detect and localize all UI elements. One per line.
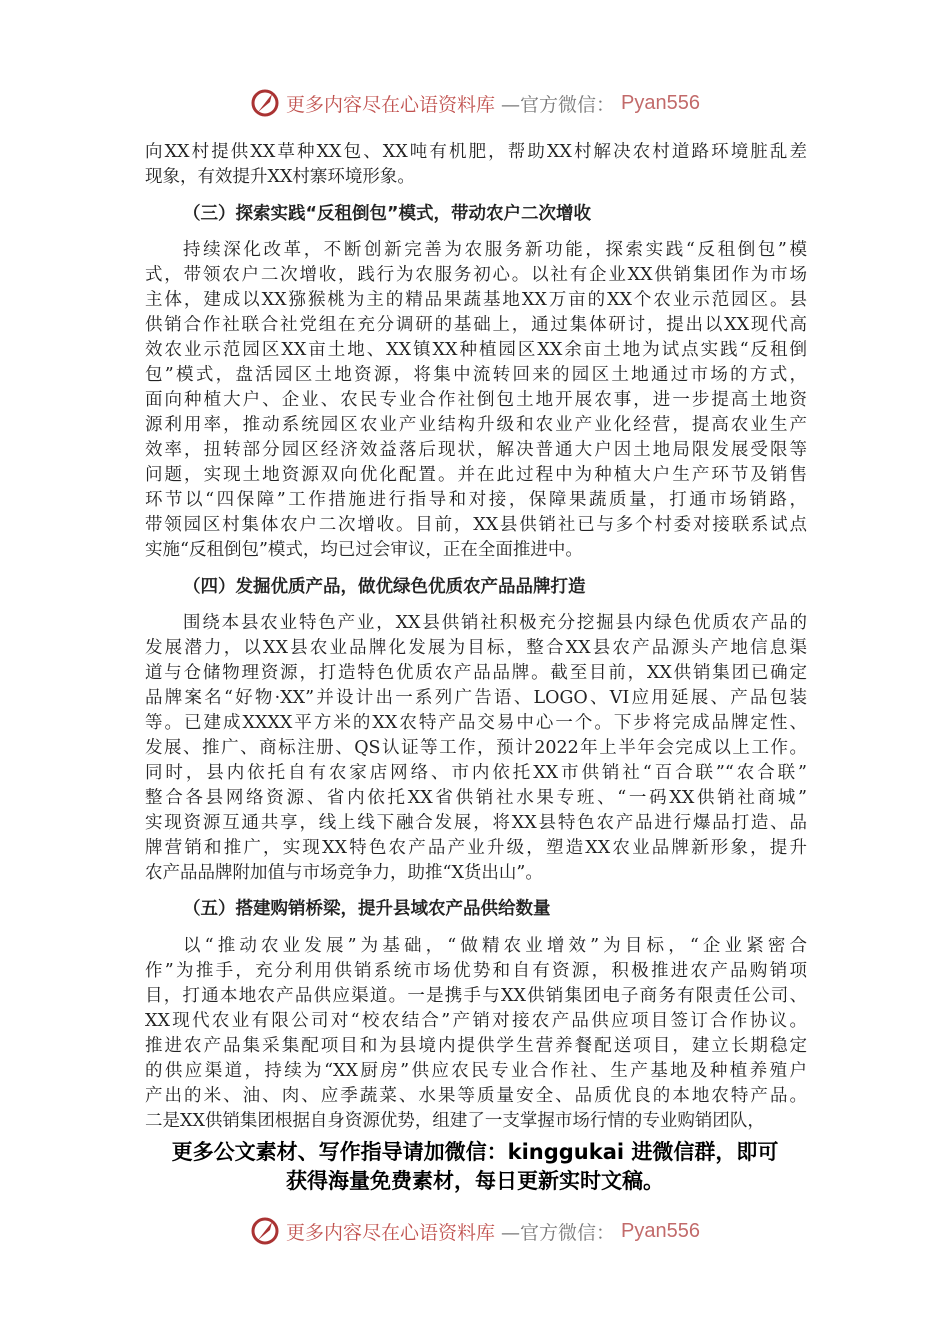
text-line: 效农业示范园区XX亩土地、XX镇XX种植园区XX余亩土地为试点实践“反租倒 (145, 340, 807, 360)
text-line: 二是XX供销集团根据自身资源优势，组建了一支掌握市场行情的专业购销团队， (145, 1111, 765, 1131)
text-line: 同时，县内依托自有农家店网络、市内依托XX市供销社“百合联”“农合联” (145, 763, 807, 783)
text-line: 环节以“四保障”工作措施进行指导和对接，保障果蔬质量，打通市场销路， (145, 490, 807, 510)
text-line: XX现代农业有限公司对“校农结合”产销对接农产品供应项目签订合作协议。 (145, 1011, 807, 1031)
watermark-wechat-id: Pyan556 (621, 1219, 700, 1242)
promo-line-2: 获得海量免费素材，每日更新实时文稿。 (286, 1169, 664, 1193)
text-line: 品牌案名“好物·XX”并设计出一系列广告语、LOGO、VI应用延展、产品包装 (145, 688, 807, 708)
watermark-wechat-label: —官方微信： (501, 1221, 616, 1244)
text-line: 农产品品牌附加值与市场竞争力，助推“X货出山”。 (145, 863, 543, 883)
quill-logo-icon (250, 88, 280, 118)
text-line: 产出的米、油、肉、应季蔬菜、水果等质量安全、品质优良的本地农特产品。 (145, 1086, 807, 1106)
text-line: 效率，扭转部分园区经济效益落后现状，解决普通大户因土地局限发展受限等 (145, 440, 807, 460)
text-line: 推进农产品集采集配项目和为县境内提供学生营养餐配送项目，建立长期稳定 (145, 1036, 807, 1056)
text-line: 等。已建成XXXX平方米的XX农特产品交易中心一个。下步将完成品牌定性、 (145, 713, 807, 733)
text-line: 面向种植大户、企业、农民专业合作社倒包土地开展农事，进一步提高土地资 (145, 390, 807, 410)
text-line: 道与仓储物理资源，打造特色优质农产品品牌。截至目前，XX供销集团已确定 (145, 663, 807, 683)
watermark-wechat-label: —官方微信： (501, 93, 616, 116)
text-line: 作”为推手，充分利用供销系统市场优势和自有资源，积极推进农产品购销项 (145, 961, 807, 981)
text-line: 实施“反租倒包”模式，均已过会审议，正在全面推进中。 (145, 540, 583, 560)
text-line: 发展潜力，以XX县农业品牌化发展为目标，整合XX县农产品源头产地信息渠 (145, 638, 807, 658)
text-line: 现象，有效提升XX村寨环境形象。 (145, 167, 415, 187)
watermark-wechat-id: Pyan556 (621, 91, 700, 114)
text-line: 主体，建成以XX猕猴桃为主的精品果蔬基地XX万亩的XX个农业示范园区。县 (145, 290, 807, 310)
quill-logo-icon (250, 1216, 280, 1246)
paragraph-1 (145, 140, 807, 190)
heading-section-4: （四）发掘优质产品，做优绿色优质农产品品牌打造 (183, 577, 586, 597)
text-line: 包”模式，盘活园区土地资源，将集中流转回来的园区土地通过市场的方式， (145, 365, 807, 385)
paragraph-2 (145, 238, 807, 563)
heading-section-5: （五）搭建购销桥梁，提升县域农产品供给数量 (183, 899, 551, 919)
watermark-text: 更多内容尽在心语资料库 (286, 1221, 496, 1244)
text-line: 带领园区村集体农户二次增收。目前，XX县供销社已与多个村委对接联系试点 (145, 515, 807, 535)
footer-watermark (0, 1214, 950, 1248)
text-line: 目，打通本地农产品供应渠道。一是携手与XX供销集团电子商务有限责任公司、 (145, 986, 807, 1006)
promo-line-1: 更多公文素材、写作指导请加微信：kinggukai 进微信群，即可 (171, 1140, 779, 1164)
heading-section-3: （三）探索实践“反租倒包”模式，带动农户二次增收 (183, 204, 592, 224)
text-line: 以“推动农业发展”为基础，“做精农业增效”为目标，“企业紧密合 (183, 936, 807, 956)
text-line: 持续深化改革，不断创新完善为农服务新功能，探索实践“反租倒包”模 (183, 240, 807, 260)
paragraph-3 (145, 611, 807, 886)
text-line: 整合各县网络资源、省内依托XX省供销社水果专班、“一码XX供销社商城” (145, 788, 807, 808)
text-line: 发展、推广、商标注册、QS认证等工作，预计2022年上半年会完成以上工作。 (145, 738, 807, 758)
text-line: 供销合作社联合社党组在充分调研的基础上，通过集体研讨，提出以XX现代高 (145, 315, 807, 335)
text-line: 向XX村提供XX草种XX包、XX吨有机肥，帮助XX村解决农村道路环境脏乱差 (145, 142, 807, 162)
watermark-text: 更多内容尽在心语资料库 (286, 93, 496, 116)
text-line: 式，带领农户二次增收，践行为农服务初心。以社有企业XX供销集团作为市场 (145, 265, 807, 285)
header-watermark (0, 86, 950, 120)
text-line: 的供应渠道，持续为“XX厨房”供应农民专业合作社、生产基地及种植养殖户 (145, 1061, 807, 1081)
text-line: 源利用率，推动系统园区农业产业结构升级和农业产业化经营，提高农业生产 (145, 415, 807, 435)
text-line: 围绕本县农业特色产业，XX县供销社积极充分挖掘县内绿色优质农产品的 (183, 613, 807, 633)
paragraph-4 (145, 934, 807, 1134)
text-line: 实现资源互通共享，线上线下融合发展，将XX县特色农产品进行爆品打造、品 (145, 813, 807, 833)
text-line: 牌营销和推广，实现XX特色农产品产业升级，塑造XX农业品牌新形象，提升 (145, 838, 807, 858)
text-line: 问题，实现土地资源双向优化配置。并在此过程中为种植大户生产环节及销售 (145, 465, 807, 485)
